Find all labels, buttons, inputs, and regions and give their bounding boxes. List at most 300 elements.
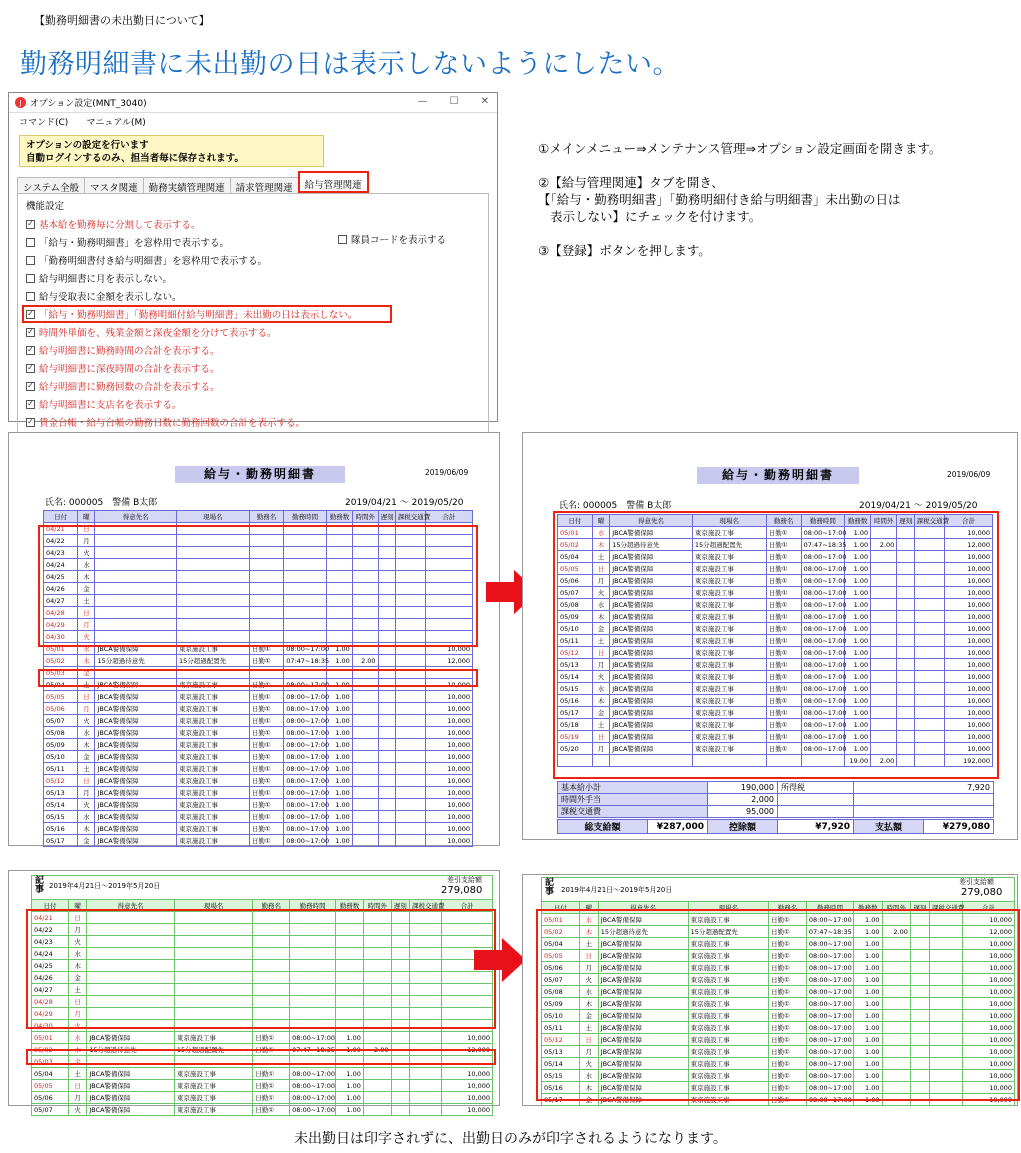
table-cell: 金 [579,1094,598,1106]
table-cell: 10,000 [945,683,993,695]
table-cell: 1.00 [845,707,871,719]
option-row[interactable] [26,269,480,287]
table-cell [352,703,378,715]
column-header: 時間外 [882,902,910,914]
slip-title: 給与・勤務明細書 [697,467,859,484]
close-icon[interactable]: ✕ [480,96,489,107]
column-header: 曜 [579,902,598,914]
checkbox[interactable] [26,238,35,247]
option-row[interactable] [26,395,480,413]
table-cell: 04/30 [44,631,78,643]
gross-label: 総支給額 [558,820,648,834]
table-cell [363,1032,391,1044]
table-cell: JBCA警備保障 [598,974,688,986]
table-cell: 東京施設工事 [176,703,249,715]
table-cell [363,1104,391,1116]
table-cell [378,835,395,847]
table-cell [352,835,378,847]
table-cell [395,835,425,847]
tab-bar [17,175,497,193]
table-cell: 15分超過配置先 [692,539,766,551]
table-cell: 10,000 [962,950,1014,962]
table-cell: JBCA警備保障 [610,611,693,623]
table-cell: 05/16 [542,1082,580,1094]
table-cell: 水 [579,914,598,926]
table-cell: 08:00~17:00 [284,751,327,763]
column-header: 現場名 [692,515,766,527]
table-cell: 日勤① [249,763,283,775]
table-cell: 08:00~17:00 [290,1092,336,1104]
table-row [32,1032,493,1044]
table-cell: JBCA警備保障 [598,950,688,962]
table-cell: 土 [579,1022,598,1034]
column-header: 勤務数 [327,511,353,523]
table-cell: 04/29 [32,1008,69,1020]
table-cell [391,1068,409,1080]
column-header: 課税交通費 [409,900,441,912]
table-cell: 10,000 [945,551,993,563]
table-cell: 木 [68,960,86,972]
table-cell: 日勤① [769,914,807,926]
table-cell: JBCA警備保障 [610,671,693,683]
table-cell [352,691,378,703]
table-cell: 月 [78,703,95,715]
option-row[interactable] [26,377,480,395]
table-cell: 05/15 [44,811,78,823]
column-header: 得意先名 [87,900,175,912]
table-cell: JBCA警備保障 [598,1034,688,1046]
highlight-empty-0503 [38,669,478,687]
column-header: 勤務名 [766,515,801,527]
table-cell: 08:00~17:00 [806,1070,853,1082]
option-row[interactable] [26,359,480,377]
table-cell: 05/11 [44,763,78,775]
slip-period: 2019/04/21 ～ 2019/05/20 [345,498,464,508]
table-cell: JBCA警備保障 [87,1080,175,1092]
table-cell: 日勤① [769,1058,807,1070]
table-cell: 08:00~17:00 [290,1068,336,1080]
table-cell: 木 [78,571,95,583]
table-cell: 東京施設工事 [176,715,249,727]
table-cell: 1.00 [845,539,871,551]
maximize-icon[interactable]: ☐ [449,96,459,107]
table-cell: 04/22 [44,535,78,547]
column-header: 得意先名 [95,511,177,523]
table-cell: 日 [78,607,95,619]
highlight-empty-april [26,909,496,1029]
option-label: 賃金台帳・給与台帳の勤務日数に勤務回数の合計を表示する。 [39,418,306,429]
table-cell: JBCA警備保障 [610,563,693,575]
table-cell [352,823,378,835]
table-cell: 日勤① [769,950,807,962]
table-row [44,799,473,811]
table-cell: 05/05 [558,563,593,575]
table-cell: 日勤① [253,1080,290,1092]
table-cell: 08:00~17:00 [284,703,327,715]
table-cell: 水 [579,986,598,998]
table-cell: 東京施設工事 [692,527,766,539]
option-label: 給与明細書に深夜時間の合計を表示する。 [39,364,220,375]
table-cell: 10,000 [945,695,993,707]
menu-manual[interactable]: マニュアル(M) [86,117,146,128]
caption: 【勤務明細書の未出勤日について】 [34,14,210,27]
table-cell: 2.00 [352,655,378,667]
table-cell: 日 [68,1080,86,1092]
step-1: ①メインメニュー⇒メンテナンス管理⇒オプション設定画面を開きます。 [538,141,942,156]
table-cell: 1.00 [327,751,353,763]
table-cell: 05/10 [44,751,78,763]
checkbox[interactable] [26,274,35,283]
table-cell: 08:00~17:00 [806,962,853,974]
column-header: 勤務数 [854,902,882,914]
table-cell: 08:00~17:00 [801,731,845,743]
table-cell: 10,000 [962,1046,1014,1058]
column-header: 日付 [542,902,580,914]
table-cell: 05/14 [44,799,78,811]
table-cell [363,1080,391,1092]
table-cell: 05/11 [542,1022,580,1034]
table-cell: 10,000 [442,1092,493,1104]
table-row [44,775,473,787]
table-cell: 東京施設工事 [692,563,766,575]
table-cell: JBCA警備保障 [610,707,693,719]
table-cell: 10,000 [425,727,472,739]
column-header: 勤務数 [845,515,871,527]
table-cell: 日勤① [766,731,801,743]
table-cell: JBCA警備保障 [87,1068,175,1080]
table-cell: JBCA警備保障 [598,1046,688,1058]
table-cell [391,1104,409,1116]
table-cell: 05/12 [558,647,593,659]
table-cell: 08:00~17:00 [806,1094,853,1106]
column-header: 勤務時間 [284,511,327,523]
table-cell: JBCA警備保障 [610,683,693,695]
column-header: 曜 [78,511,95,523]
table-cell: 05/10 [542,1010,580,1022]
options-list [26,215,480,431]
table-cell: JBCA警備保障 [95,691,177,703]
table-cell: 05/18 [558,719,593,731]
option-row[interactable] [26,251,480,269]
table-cell: 10,000 [425,691,472,703]
table-cell: 木 [78,739,95,751]
table-cell: 日 [78,775,95,787]
table-cell: 水 [68,1032,86,1044]
table-cell: 08:00~17:00 [806,998,853,1010]
column-header: 課税交通費 [929,902,962,914]
table-cell: 1.00 [854,962,882,974]
table-row [44,763,473,775]
memo-label: 記事 [35,876,45,895]
table-cell: 08:00~17:00 [801,743,845,755]
table-cell: 05/11 [558,635,593,647]
table-cell: 東京施設工事 [688,1046,768,1058]
table-cell: 日勤① [769,1022,807,1034]
table-cell: 土 [592,719,609,731]
table-cell: 04/21 [44,523,78,535]
table-cell: 15分超過待意先 [598,926,688,938]
option-guard-code[interactable] [338,232,446,246]
table-cell: 東京施設工事 [688,1082,768,1094]
table-cell: 08:00~17:00 [806,938,853,950]
table-cell: 土 [592,551,609,563]
table-cell: 1.00 [854,1034,882,1046]
table-cell: 08:00~17:00 [801,719,845,731]
table-cell: 08:00~17:00 [284,727,327,739]
checkbox[interactable]: ✓ [27,309,34,318]
table-cell: 1.00 [854,1010,882,1022]
table-cell [395,799,425,811]
table-cell: 08:00~17:00 [806,1022,853,1034]
table-cell: 東京施設工事 [174,1068,252,1080]
table-cell [395,751,425,763]
table-cell: 08:00~17:00 [801,659,845,671]
table-cell: 10,000 [425,823,472,835]
table-row [44,739,473,751]
table-cell: 10,000 [962,1034,1014,1046]
table-cell: 東京施設工事 [174,1104,252,1116]
instructions [538,140,941,276]
green-slip-after [522,874,1018,1106]
option-row[interactable] [26,413,480,431]
table-cell [395,655,425,667]
table-cell: 東京施設工事 [692,659,766,671]
table-cell: JBCA警備保障 [95,835,177,847]
table-cell: 05/08 [44,727,78,739]
table-cell: 火 [78,547,95,559]
table-cell: 東京施設工事 [174,1080,252,1092]
table-cell: 05/07 [44,715,78,727]
table-cell: 日勤① [249,727,283,739]
table-cell: 1.00 [854,938,882,950]
table-cell: 05/03 [32,1056,69,1068]
table-cell: 10,000 [962,1070,1014,1082]
checkbox[interactable]: ✓ [27,399,34,408]
table-cell: 日勤① [769,998,807,1010]
table-cell: 12,000 [442,1044,493,1056]
table-cell [378,703,395,715]
table-cell [409,1032,441,1044]
table-cell: 04/28 [32,996,69,1008]
option-row[interactable] [22,305,392,323]
table-cell: 05/03 [44,667,78,679]
table-cell: 1.00 [854,1094,882,1106]
table-cell: 2.00 [882,926,910,938]
table-cell: 08:00~17:00 [801,623,845,635]
checkbox[interactable]: ✓ [27,417,34,426]
option-label: 給与明細書に支店名を表示する。 [39,400,182,411]
option-row[interactable] [26,287,480,305]
table-cell: 08:00~17:00 [284,691,327,703]
table-cell: 1.00 [845,563,871,575]
slip-date: 2019/06/09 [947,470,991,479]
table-cell: 日 [579,950,598,962]
table-cell [395,823,425,835]
table-cell: 08:00~17:00 [801,635,845,647]
table-cell: 1.00 [845,527,871,539]
table-cell: 1.00 [845,587,871,599]
table-row [44,655,473,667]
option-label: 「勤務明細書付き給与明細書」を窓枠用で表示する。 [39,256,268,267]
table-cell: 05/16 [558,695,593,707]
slip-employee: 氏名: 000005 警備 B太郎 [559,501,672,511]
table-cell: JBCA警備保障 [610,743,693,755]
option-row[interactable] [26,215,480,233]
option-row[interactable] [26,323,480,341]
table-cell [378,763,395,775]
table-cell: 1.00 [327,703,353,715]
table-cell: 1.00 [845,647,871,659]
table-cell: 木 [592,695,609,707]
tab-work-results[interactable]: 勤務実績管理関連 [143,177,231,193]
table-cell: 04/25 [32,960,69,972]
table-cell: 日勤① [766,587,801,599]
table-cell: 08:00~17:00 [284,643,327,655]
tab-payroll[interactable]: 給与管理関連 [298,171,369,193]
table-cell: 東京施設工事 [692,623,766,635]
table-cell [391,1092,409,1104]
table-cell: 日勤① [249,835,283,847]
table-cell: 金 [78,835,95,847]
checkbox[interactable]: ✓ [27,381,34,390]
table-cell: 19.00 [845,755,871,767]
table-cell: 水 [592,599,609,611]
checkbox[interactable]: ✓ [27,345,34,354]
table-row [44,787,473,799]
table-cell: 火 [78,631,95,643]
table-cell: 1.00 [845,659,871,671]
table-cell: 08:00~17:00 [284,823,327,835]
table-cell: 08:00~17:00 [801,587,845,599]
table-cell: 日勤① [769,1082,807,1094]
table-cell: 東京施設工事 [688,1094,768,1106]
table-cell: 日勤① [769,986,807,998]
table-cell: 日 [592,563,609,575]
table-cell: 1.00 [327,775,353,787]
table-cell: 金 [78,751,95,763]
pay-label: 差引支給額 [959,878,994,886]
table-cell: JBCA警備保障 [95,799,177,811]
table-cell: 火 [78,799,95,811]
table-cell: 1.00 [327,715,353,727]
table-cell: 10,000 [945,707,993,719]
table-cell: 土 [592,635,609,647]
table-cell: 10,000 [425,715,472,727]
table-cell: 土 [78,763,95,775]
table-cell: 日勤① [766,599,801,611]
table-cell: 10,000 [945,575,993,587]
table-cell: 東京施設工事 [176,727,249,739]
deduct-label: 控除額 [708,820,778,834]
column-header: 勤務時間 [290,900,336,912]
table-cell [378,823,395,835]
table-cell: 日勤① [766,527,801,539]
table-cell: 05/13 [558,659,593,671]
table-cell: 東京施設工事 [692,635,766,647]
pay-value: 279,080 [961,887,1003,898]
option-row[interactable] [26,341,480,359]
deduct-value: ¥7,920 [778,820,854,834]
table-cell: 10,000 [962,1022,1014,1034]
minimize-icon[interactable]: — [417,96,428,107]
table-cell [391,1080,409,1092]
column-header: 勤務時間 [801,515,845,527]
table-cell: 金 [78,667,95,679]
table-cell: 日勤① [769,1010,807,1022]
tax-value: 7,920 [854,782,994,794]
checkbox[interactable] [26,256,35,265]
checkbox[interactable]: ✓ [27,363,34,372]
table-cell: 1.00 [854,974,882,986]
menu-command[interactable]: コマンド(C) [19,117,69,128]
tab-system[interactable]: システム全般 [17,177,85,193]
table-cell: 15分超過待意先 [87,1044,175,1056]
table-cell: 日勤① [766,707,801,719]
checkbox[interactable]: ✓ [27,327,34,336]
table-cell: 日勤① [249,739,283,751]
column-header: 日付 [32,900,69,912]
table-cell: JBCA警備保障 [95,763,177,775]
table-cell [352,739,378,751]
checkbox[interactable] [26,292,35,301]
table-cell: 金 [68,1056,86,1068]
table-cell [395,787,425,799]
dialog-titlebar [9,93,497,113]
tab-billing[interactable]: 請求管理関連 [230,177,299,193]
highlight-empty-april [38,525,478,647]
footer-note: 未出勤日は印字されずに、出勤日のみが印字されるようになります。 [294,1131,727,1147]
table-row [32,1104,493,1116]
table-cell: JBCA警備保障 [598,938,688,950]
table-cell: 火 [579,1058,598,1070]
table-row [44,823,473,835]
table-row [44,703,473,715]
table-cell: 10,000 [442,1068,493,1080]
column-header: 課税交通費 [914,515,944,527]
table-cell: 1.00 [327,835,353,847]
column-header: 現場名 [174,900,252,912]
table-cell: 東京施設工事 [176,679,249,691]
table-cell: 10,000 [945,623,993,635]
checkbox[interactable]: ✓ [27,219,34,228]
table-cell [395,739,425,751]
payslip-after [522,432,1018,840]
table-cell: 12,000 [425,655,472,667]
table-cell [352,715,378,727]
table-cell: 07:47~18:35 [801,539,845,551]
table-cell: 火 [68,1104,86,1116]
table-cell [352,787,378,799]
table-cell: JBCA警備保障 [87,1092,175,1104]
column-header: 遅刻 [391,900,409,912]
tab-master[interactable]: マスタ関連 [84,177,144,193]
table-cell: JBCA警備保障 [598,1022,688,1034]
pay-label: 差引支給額 [447,876,482,884]
table-cell: 05/06 [44,703,78,715]
table-cell: 05/15 [542,1070,580,1082]
table-cell: 1.00 [854,950,882,962]
table-cell: 05/14 [558,671,593,683]
table-cell: JBCA警備保障 [610,635,693,647]
checkbox[interactable] [338,235,347,244]
table-cell [378,787,395,799]
table-cell: JBCA警備保障 [610,623,693,635]
table-cell: 1.00 [327,643,353,655]
table-cell: 04/26 [44,583,78,595]
table-cell: 月 [68,1092,86,1104]
pay-value: 279,080 [441,885,483,896]
table-cell: 日勤① [253,1068,290,1080]
